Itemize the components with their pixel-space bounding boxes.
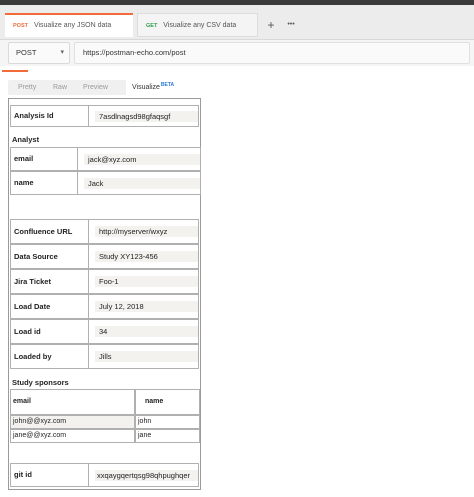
sponsors-header-name: name — [135, 389, 200, 415]
jira-ticket-value: Foo-1 — [95, 276, 198, 287]
row-analyst-email — [10, 147, 201, 171]
row-loaded-by — [10, 344, 199, 369]
load-id-value: 34 — [95, 326, 198, 337]
confluence-url-label: Confluence URL — [14, 227, 73, 236]
sponsor-email-cell: john@@xyz.com — [10, 415, 135, 429]
sponsor-name-cell: jane — [135, 429, 200, 443]
tab-visualize-csv[interactable] — [137, 13, 258, 37]
loaded-by-value: Jills — [95, 351, 198, 362]
row-load-date — [10, 294, 199, 319]
analysis-id-label: Analysis Id — [14, 111, 54, 120]
sponsor-name-cell: john — [135, 415, 200, 429]
analyst-email-value: jack@xyz.com — [84, 154, 200, 165]
study-sponsors-heading: Study sponsors — [12, 378, 69, 387]
tab-title: Visualize any JSON data — [33, 22, 112, 29]
analyst-name-label: name — [14, 178, 34, 187]
tab-raw[interactable]: Raw — [53, 84, 68, 91]
row-confluence-url — [10, 219, 199, 244]
analyst-email-label: email — [14, 154, 34, 163]
loading-indicator — [2, 70, 28, 72]
request-bar — [0, 40, 474, 66]
tab-visualize-label: Visualize — [132, 84, 160, 91]
tab-preview[interactable]: Preview — [83, 84, 108, 91]
add-tab-button[interactable]: + — [267, 18, 275, 32]
row-data-source — [10, 244, 199, 269]
method-select[interactable] — [8, 42, 70, 64]
more-tabs-button[interactable]: ••• — [287, 21, 295, 28]
tab-title: Visualize any CSV data — [163, 22, 237, 29]
load-date-value: July 12, 2018 — [95, 301, 198, 312]
analyst-name-value: Jack — [84, 178, 200, 189]
row-load-id — [10, 319, 199, 344]
tab-visualize[interactable] — [126, 80, 180, 95]
row-git-id — [10, 463, 199, 487]
tab-method-post: POST — [13, 23, 28, 29]
analysis-id-value: 7asdlnagsd98gfaqsgf — [95, 111, 198, 122]
visualization-report — [8, 98, 201, 490]
git-id-value: xxqaygqertqsg98qhpughqer — [95, 470, 198, 481]
url-input[interactable]: https://postman-echo.com/post — [74, 42, 470, 64]
request-tab-bar — [0, 5, 474, 40]
data-source-value: Study XY123-456 — [95, 251, 198, 262]
load-id-label: Load id — [14, 327, 41, 336]
tab-visualize-json[interactable] — [5, 13, 133, 37]
git-id-label: git id — [14, 470, 32, 479]
confluence-url-value: http://myserver/wxyz — [95, 226, 198, 237]
chevron-down-icon: ▾ — [60, 49, 64, 56]
loaded-by-label: Loaded by — [14, 352, 52, 361]
row-analysis-id — [10, 105, 199, 127]
tab-pretty[interactable]: Pretty — [18, 84, 37, 91]
data-source-label: Data Source — [14, 252, 58, 261]
row-analyst-name — [10, 171, 201, 195]
method-value: POST — [16, 48, 37, 57]
sponsors-header-email: email — [10, 389, 135, 415]
response-view-tabs — [8, 80, 176, 95]
sponsor-email-cell: jane@@xyz.com — [10, 429, 135, 443]
load-date-label: Load Date — [14, 302, 51, 311]
tab-method-get: GET — [146, 23, 158, 29]
beta-badge: BETA — [160, 82, 175, 88]
row-jira-ticket — [10, 269, 199, 294]
jira-ticket-label: Jira Ticket — [14, 277, 51, 286]
analyst-heading: Analyst — [12, 135, 40, 144]
